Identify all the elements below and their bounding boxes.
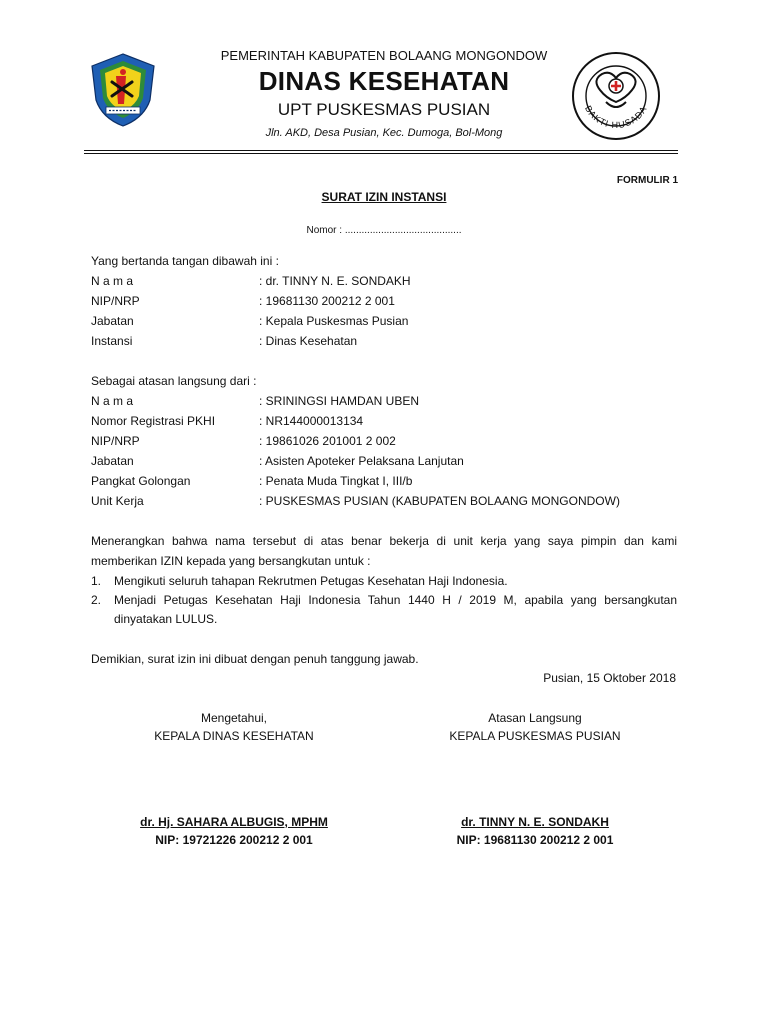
left-signature-caption: Mengetahui, [200, 711, 268, 725]
subordinate-label-rank: Pangkat Golongan [91, 474, 191, 488]
subordinate-value-unit: : PUSKESMAS PUSIAN (KABUPATEN BOLAANG MONGONDOW) [259, 494, 620, 508]
subordinate-value-position: : Asisten Apoteker Pelaksana Lanjutan [259, 454, 464, 468]
right-signature-name: dr. TINNY N. E. SONDAKH [461, 815, 609, 829]
right-signature-caption: Atasan Langsung [488, 711, 582, 725]
item-number-1: 1. [91, 574, 102, 588]
government-name: PEMERINTAH KABUPATEN BOLAANG MONGONDOW [220, 48, 548, 63]
subordinate-value-registration: : NR144000013134 [259, 414, 364, 428]
left-signature-position: KEPALA DINAS KESEHATAN [154, 729, 314, 743]
right-signature-nip: NIP: 19681130 200212 2 001 [456, 833, 614, 847]
signer-label-nip: NIP/NRP [91, 294, 140, 308]
item-text-2-continued: dinyatakan LULUS. [114, 612, 218, 626]
signer-label-position: Jabatan [91, 314, 134, 328]
signer-label-name: N a m a [91, 274, 134, 288]
subordinate-value-name: : SRININGSI HAMDAN UBEN [259, 394, 420, 408]
left-signature-name: dr. Hj. SAHARA ALBUGIS, MPHM [140, 815, 328, 829]
form-label: FORMULIR 1 [616, 175, 678, 186]
document-number: Nomor : .......................................... [306, 225, 462, 236]
item-text-1: Mengikuti seluruh tahapan Rekrutmen Petugas Kesehatan Haji Indonesia. [114, 574, 508, 588]
right-signature-position: KEPALA PUSKESMAS PUSIAN [449, 729, 621, 743]
statement-line-1: Menerangkan bahwa nama tersebut di atas benar bekerja di unit kerja yang saya pimpin dan kami [91, 534, 677, 548]
address-line: Jln. AKD, Desa Pusian, Kec. Dumoga, Bol-Mong [265, 127, 503, 139]
subordinate-value-nip: : 19861026 201001 2 002 [259, 434, 396, 448]
emblem-ring-text: BAKTI HUSADA [583, 103, 649, 131]
statement-line-2: memberikan IZIN kepada yang bersangkutan untuk : [91, 554, 371, 568]
intro-text: Yang bertanda tangan dibawah ini : [91, 254, 279, 268]
subordinate-label-name: N a m a [91, 394, 134, 408]
closing-text: Demikian, surat izin ini dibuat dengan penuh tanggung jawab. [91, 652, 419, 666]
place-date: Pusian, 15 Oktober 2018 [543, 671, 676, 685]
item-text-2: Menjadi Petugas Kesehatan Haji Indonesia Tahun 1440 H / 2019 M, apabila yang bersangkutan [114, 593, 677, 607]
subordinate-label-nip: NIP/NRP [91, 434, 140, 448]
item-number-2: 2. [91, 593, 102, 607]
signer-value-nip: : 19681130 200212 2 001 [259, 294, 395, 308]
signer-value-position: : Kepala Puskesmas Pusian [259, 314, 409, 328]
letterhead-divider [84, 150, 678, 154]
signer-label-agency: Instansi [91, 334, 133, 348]
left-signature-nip: NIP: 19721226 200212 2 001 [155, 833, 313, 847]
subordinate-label-registration: Nomor Registrasi PKHI [91, 414, 216, 428]
subordinate-intro: Sebagai atasan langsung dari : [91, 374, 257, 388]
signer-value-name: : dr. TINNY N. E. SONDAKH [259, 274, 411, 288]
unit-name: UPT PUSKESMAS PUSIAN [277, 100, 491, 119]
document-title: SURAT IZIN INSTANSI [321, 190, 447, 204]
subordinate-label-position: Jabatan [91, 454, 134, 468]
department-name: DINAS KESEHATAN [258, 66, 510, 96]
subordinate-value-rank: : Penata Muda Tingkat I, III/b [259, 474, 413, 488]
subordinate-label-unit: Unit Kerja [91, 494, 144, 508]
signer-value-agency: : Dinas Kesehatan [259, 334, 358, 348]
